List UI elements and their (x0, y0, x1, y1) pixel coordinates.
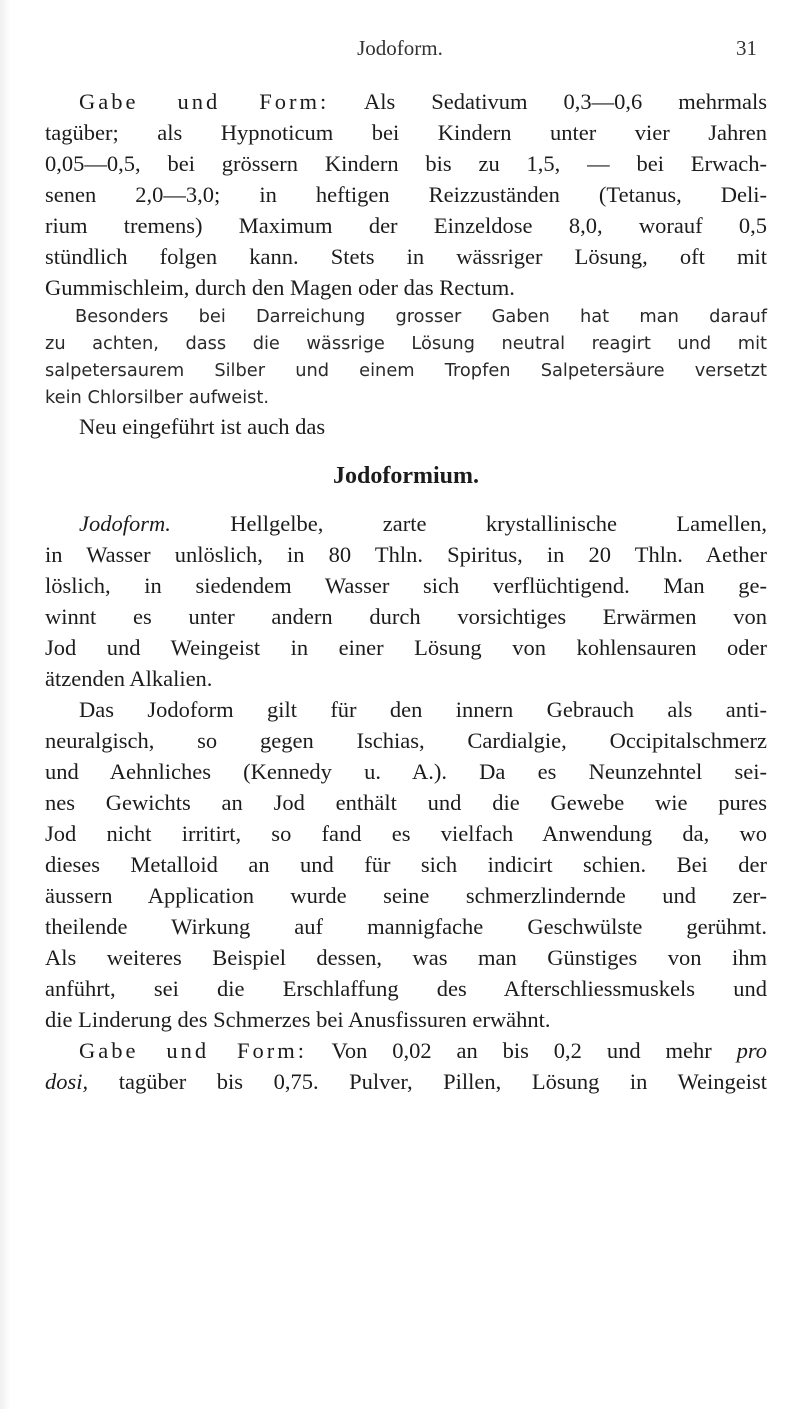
text-line: Als weiteres Beispiel dessen, was man Günstiges von ihm (45, 945, 767, 970)
page-number: 31 (736, 36, 757, 60)
text-line: Jod nicht irritirt, so fand es vielfach Anwendung da, wo (45, 821, 767, 846)
note-line: salpetersaurem Silber und einem Tropfen Salpetersäure versetzt (45, 360, 767, 381)
dosage-paragraph (45, 86, 767, 303)
lead-word: Jodoform. (79, 511, 171, 536)
text-line: Jod und Weingeist in einer Lösung von kohlensauren oder (45, 635, 767, 660)
scan-edge-shadow (0, 0, 10, 1409)
text-line: und Aehnliches (Kennedy u. A.). Da es Neunzehntel sei- (45, 759, 767, 784)
section-heading: Jodoformium. (333, 463, 479, 489)
text-line: anführt, sei die Erschlaffung des Afterschliessmuskels und (45, 976, 767, 1001)
dosage-paragraph-2 (45, 1035, 767, 1097)
text-line: löslich, in siedendem Wasser sich verflüchtigend. Man ge- (45, 573, 767, 598)
text-line: tagüber; als Hypnoticum bei Kindern unter vier Jahren (45, 120, 767, 145)
text-line: 0,05—0,5, bei grössern Kindern bis zu 1,5, — bei Erwach- (45, 151, 767, 176)
text-line: neuralgisch, so gegen Ischias, Cardialgie, Occipitalschmerz (45, 728, 767, 753)
body-text (45, 86, 767, 1097)
text-line: dieses Metalloid an und für sich indicirt schien. Bei der (45, 852, 767, 877)
text-line: ätzenden Alkalien. (45, 666, 213, 691)
note-line: Besonders bei Darreichung grosser Gaben hat man darauf (75, 306, 767, 327)
text-line: nes Gewichts an Jod enthält und die Gewebe wie pures (45, 790, 767, 815)
text-line: äussern Application wurde seine schmerzlindernde und zer- (45, 883, 767, 908)
text-line: rium tremens) Maximum der Einzeldose 8,0, worauf 0,5 (45, 213, 767, 238)
text-line: dosi, tagüber bis 0,75. Pulver, Pillen, Lösung in Weingeist (45, 1069, 768, 1094)
dosage-label: Gabe und Form: (79, 89, 330, 114)
text-line: Gummischleim, durch den Magen oder das Rectum. (45, 275, 515, 300)
text-line: theilende Wirkung auf mannigfache Geschwülste gerühmt. (45, 914, 767, 939)
running-title: Jodoform. (357, 36, 443, 60)
usage-paragraph (45, 694, 767, 1035)
intro-line: Neu eingeführt ist auch das (79, 414, 326, 439)
text-line: Jodoform. Hellgelbe, zarte krystallinische Lamellen, (79, 511, 768, 536)
text-line: Gabe und Form: Von 0,02 an bis 0,2 und mehr pro (79, 1038, 768, 1063)
text-line: winnt es unter andern durch vorsichtiges Erwärmen von (45, 604, 767, 629)
text-line: die Linderung des Schmerzes bei Anusfissuren erwähnt. (45, 1007, 551, 1032)
note-line: zu achten, dass die wässrige Lösung neutral reagirt und mit (45, 333, 767, 354)
note-line: kein Chlorsilber aufweist. (45, 387, 270, 408)
text-line: Gabe und Form: Als Sedativum 0,3—0,6 mehrmals (79, 89, 767, 114)
small-print-note (45, 303, 767, 411)
text-line: Das Jodoform gilt für den innern Gebrauch als anti- (79, 697, 767, 722)
text-line: in Wasser unlöslich, in 80 Thln. Spiritus, in 20 Thln. Aether (45, 542, 767, 567)
text-line: stündlich folgen kann. Stets in wässriger Lösung, oft mit (45, 244, 767, 269)
text-line: senen 2,0—3,0; in heftigen Reizzuständen (Tetanus, Deli- (45, 182, 767, 207)
description-paragraph (45, 508, 767, 694)
dosage-label: Gabe und Form: (79, 1038, 308, 1063)
